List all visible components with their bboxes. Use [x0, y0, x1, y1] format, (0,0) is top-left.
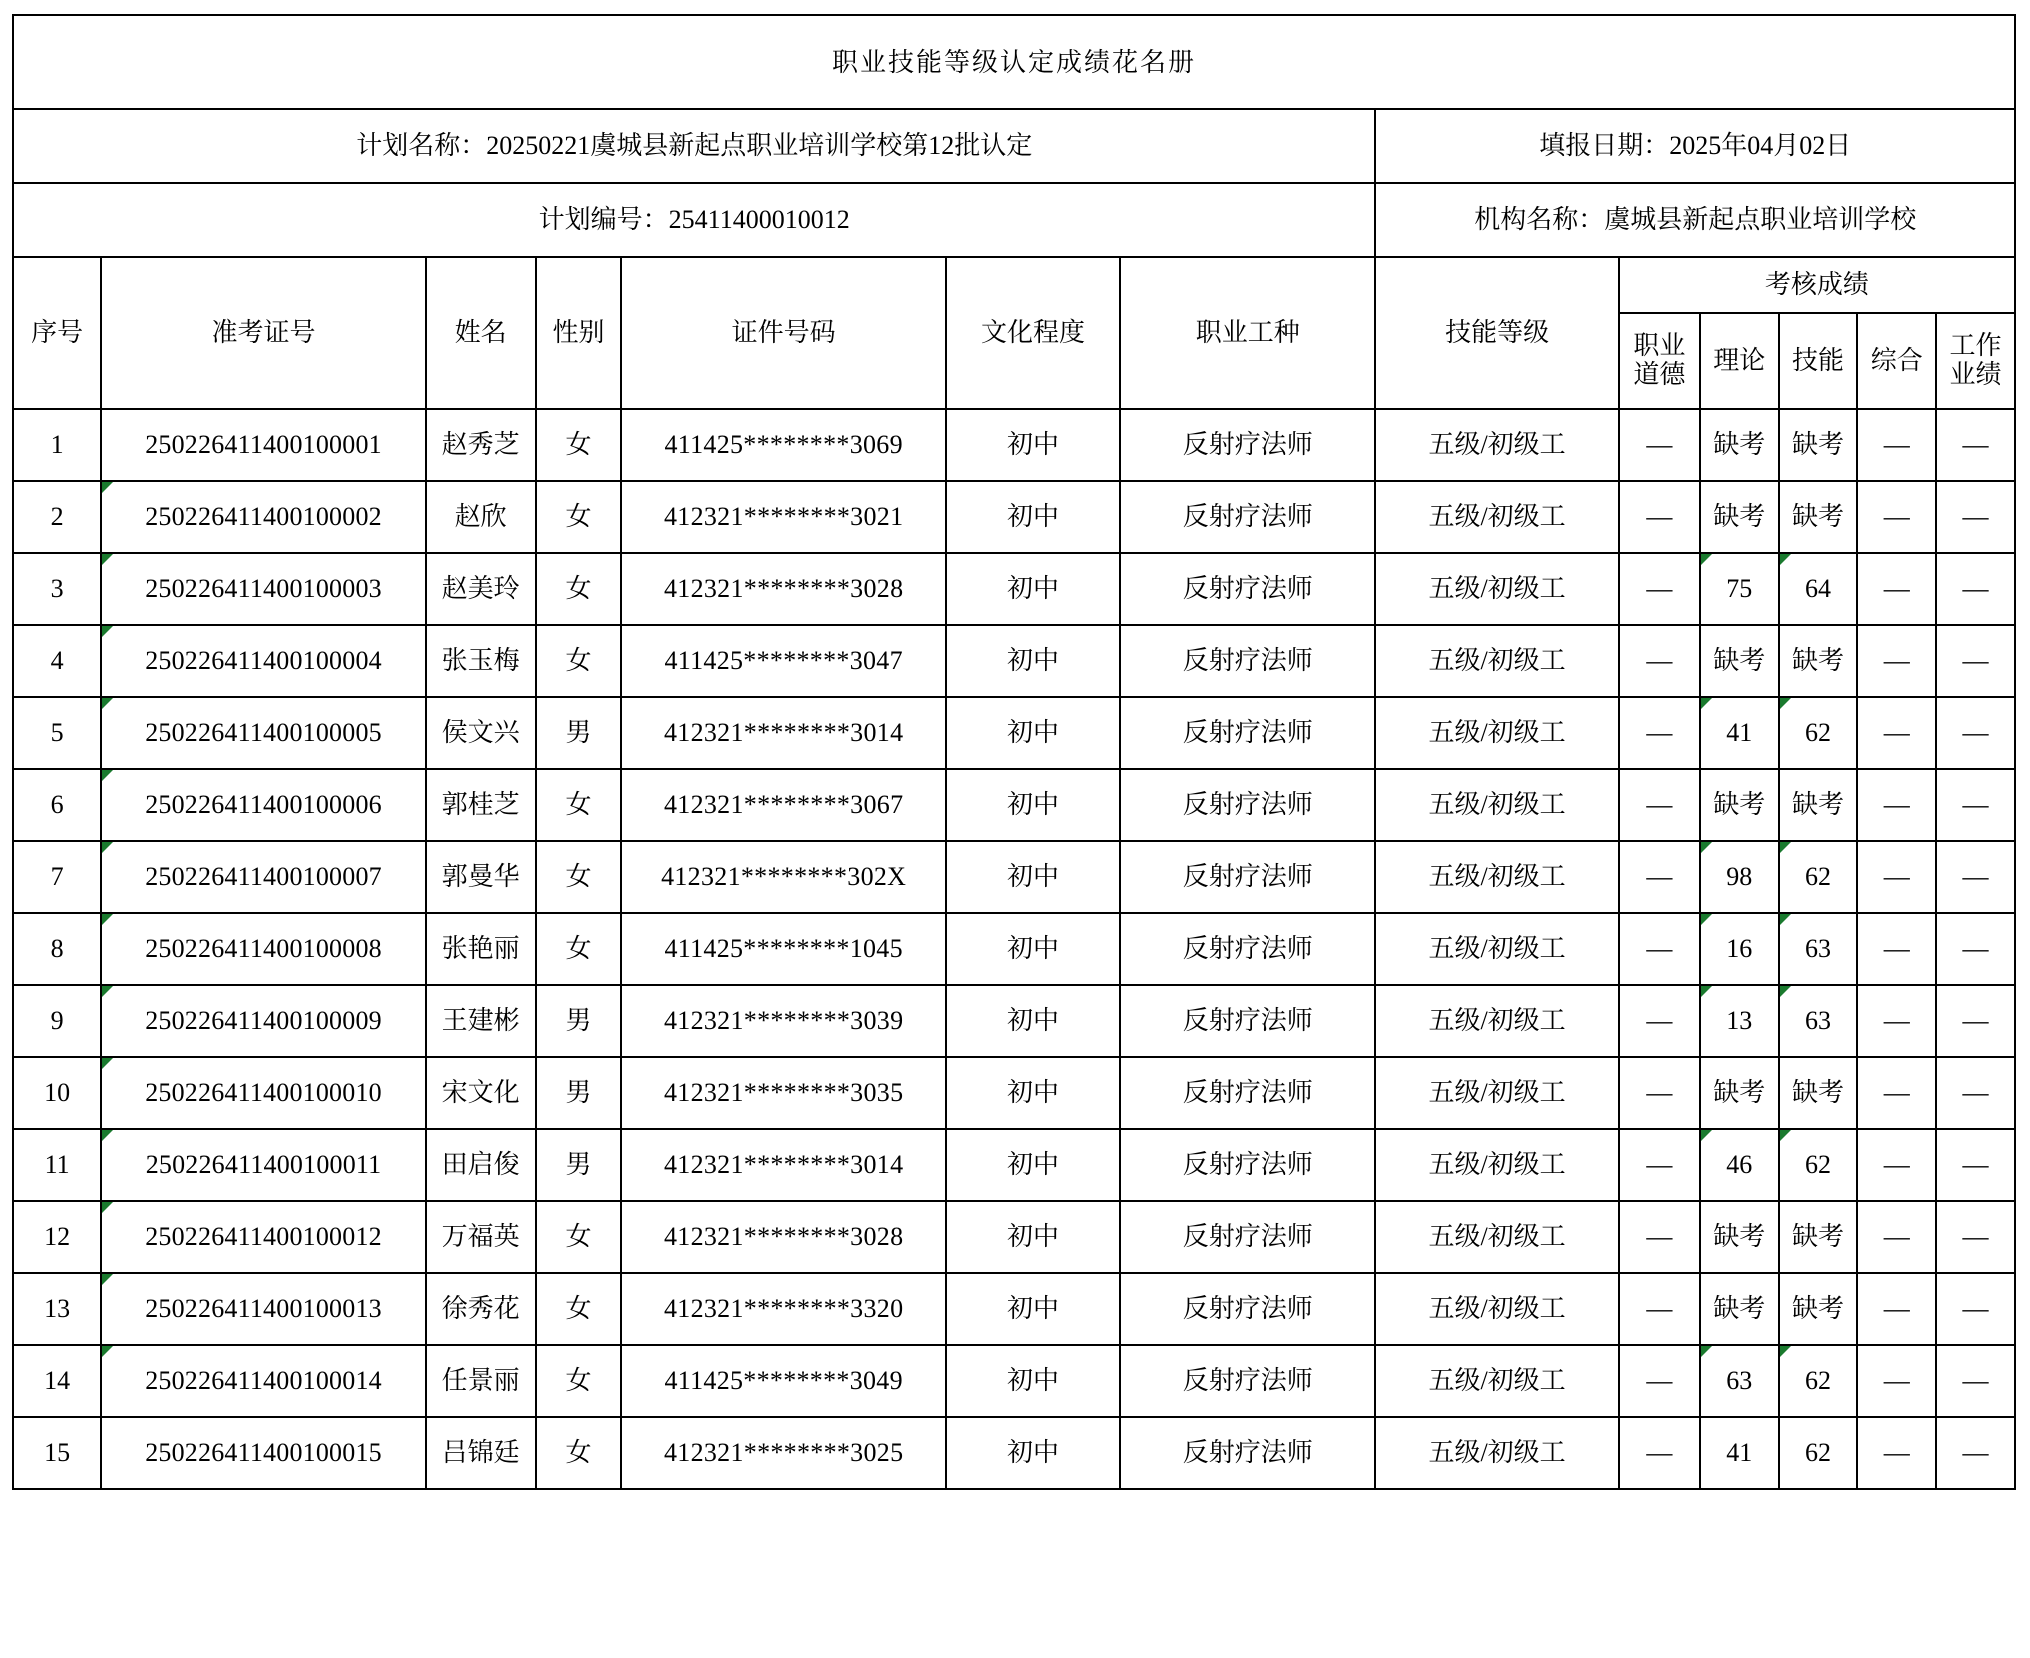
cell-score-comprehensive: —: [1857, 1201, 1936, 1273]
cell-score-performance: —: [1936, 985, 2015, 1057]
cell-ticket-no: 250226411400100008: [101, 913, 426, 985]
column-header-score-group: 考核成绩: [1619, 257, 2015, 313]
cell-score-performance: —: [1936, 769, 2015, 841]
cell-name: 王建彬: [426, 985, 536, 1057]
cell-score-theory: 46: [1700, 1129, 1779, 1201]
cell-score-theory: 13: [1700, 985, 1779, 1057]
cell-score-comprehensive: —: [1857, 769, 1936, 841]
cell-skill-level: 五级/初级工: [1375, 1129, 1618, 1201]
cell-ticket-no: 250226411400100009: [101, 985, 426, 1057]
cell-gender: 女: [536, 553, 622, 625]
cell-seq: 15: [13, 1417, 101, 1489]
cell-name: 郭桂芝: [426, 769, 536, 841]
cell-score-skill: 缺考: [1779, 1057, 1858, 1129]
cell-gender: 女: [536, 1273, 622, 1345]
comment-marker-icon: [1780, 986, 1791, 997]
cell-score-skill: 62: [1779, 1129, 1858, 1201]
cell-score-skill: 63: [1779, 985, 1858, 1057]
comment-marker-icon: [102, 770, 113, 781]
cell-score-skill: 62: [1779, 1417, 1858, 1489]
cell-ticket-no: 250226411400100005: [101, 697, 426, 769]
column-header-score-theory: 理论: [1700, 313, 1779, 409]
cell-score-performance: —: [1936, 1273, 2015, 1345]
cell-skill-level: 五级/初级工: [1375, 1345, 1618, 1417]
cell-skill-level: 五级/初级工: [1375, 625, 1618, 697]
cell-score-comprehensive: —: [1857, 1273, 1936, 1345]
cell-id-no: 412321********3021: [621, 481, 946, 553]
cell-score-theory: 75: [1700, 553, 1779, 625]
comment-marker-icon: [102, 698, 113, 709]
meta-row-plan-name: [13, 109, 2015, 183]
comment-marker-icon: [1701, 1346, 1712, 1357]
cell-gender: 女: [536, 913, 622, 985]
cell-score-theory: 缺考: [1700, 481, 1779, 553]
cell-id-no: 412321********3035: [621, 1057, 946, 1129]
cell-name: 侯文兴: [426, 697, 536, 769]
cell-skill-level: 五级/初级工: [1375, 1417, 1618, 1489]
cell-education: 初中: [946, 1057, 1120, 1129]
cell-score-comprehensive: —: [1857, 985, 1936, 1057]
cell-score-performance: —: [1936, 553, 2015, 625]
cell-gender: 女: [536, 1201, 622, 1273]
cell-ticket-no: 250226411400100004: [101, 625, 426, 697]
cell-id-no: 411425********3047: [621, 625, 946, 697]
cell-score-performance: —: [1936, 1417, 2015, 1489]
cell-score-skill: 62: [1779, 697, 1858, 769]
column-header-seq: 序号: [13, 257, 101, 409]
cell-occupation: 反射疗法师: [1120, 1345, 1375, 1417]
cell-seq: 1: [13, 409, 101, 481]
roster-table: [12, 14, 2016, 1490]
cell-score-theory: 缺考: [1700, 769, 1779, 841]
cell-id-no: 412321********3028: [621, 1201, 946, 1273]
cell-name: 张玉梅: [426, 625, 536, 697]
cell-education: 初中: [946, 1201, 1120, 1273]
comment-marker-icon: [1701, 1130, 1712, 1141]
meta-row-plan-code: [13, 183, 2015, 257]
cell-score-performance: —: [1936, 1201, 2015, 1273]
cell-ticket-no: 250226411400100015: [101, 1417, 426, 1489]
comment-marker-icon: [102, 842, 113, 853]
plan-name-field: 计划名称：20250221虞城县新起点职业培训学校第12批认定: [13, 109, 1375, 183]
cell-score-ethics: —: [1619, 1057, 1700, 1129]
cell-id-no: 411425********1045: [621, 913, 946, 985]
cell-score-performance: —: [1936, 1129, 2015, 1201]
cell-score-ethics: —: [1619, 1129, 1700, 1201]
cell-score-ethics: —: [1619, 481, 1700, 553]
cell-occupation: 反射疗法师: [1120, 1417, 1375, 1489]
comment-marker-icon: [102, 1202, 113, 1213]
table-row: [13, 1417, 2015, 1489]
cell-seq: 13: [13, 1273, 101, 1345]
table-row: [13, 697, 2015, 769]
cell-ticket-no: 250226411400100010: [101, 1057, 426, 1129]
org-name-field: 机构名称：虞城县新起点职业培训学校: [1375, 183, 2015, 257]
cell-gender: 男: [536, 697, 622, 769]
cell-score-comprehensive: —: [1857, 409, 1936, 481]
cell-occupation: 反射疗法师: [1120, 1201, 1375, 1273]
cell-score-comprehensive: —: [1857, 841, 1936, 913]
cell-score-theory: 缺考: [1700, 1057, 1779, 1129]
table-row: [13, 1345, 2015, 1417]
cell-name: 万福英: [426, 1201, 536, 1273]
cell-id-no: 412321********3320: [621, 1273, 946, 1345]
cell-score-ethics: —: [1619, 985, 1700, 1057]
cell-score-ethics: —: [1619, 1417, 1700, 1489]
header-row-primary: [13, 257, 2015, 313]
cell-score-ethics: —: [1619, 769, 1700, 841]
cell-id-no: 412321********3025: [621, 1417, 946, 1489]
column-header-score-performance: 工作业绩: [1936, 313, 2015, 409]
cell-score-theory: 缺考: [1700, 1201, 1779, 1273]
table-row: [13, 1201, 2015, 1273]
cell-skill-level: 五级/初级工: [1375, 913, 1618, 985]
cell-education: 初中: [946, 409, 1120, 481]
comment-marker-icon: [102, 1058, 113, 1069]
cell-score-comprehensive: —: [1857, 1057, 1936, 1129]
comment-marker-icon: [1780, 914, 1791, 925]
page-title: 职业技能等级认定成绩花名册: [13, 15, 2015, 109]
comment-marker-icon: [1701, 986, 1712, 997]
cell-occupation: 反射疗法师: [1120, 409, 1375, 481]
cell-skill-level: 五级/初级工: [1375, 985, 1618, 1057]
column-header-score-comprehensive: 综合: [1857, 313, 1936, 409]
cell-skill-level: 五级/初级工: [1375, 697, 1618, 769]
comment-marker-icon: [1701, 698, 1712, 709]
cell-seq: 2: [13, 481, 101, 553]
cell-score-comprehensive: —: [1857, 697, 1936, 769]
comment-marker-icon: [102, 914, 113, 925]
cell-score-ethics: —: [1619, 553, 1700, 625]
cell-ticket-no: 250226411400100007: [101, 841, 426, 913]
cell-score-ethics: —: [1619, 409, 1700, 481]
cell-ticket-no: 250226411400100013: [101, 1273, 426, 1345]
cell-education: 初中: [946, 913, 1120, 985]
cell-name: 张艳丽: [426, 913, 536, 985]
column-header-gender: 性别: [536, 257, 622, 409]
cell-id-no: 412321********3028: [621, 553, 946, 625]
cell-gender: 女: [536, 625, 622, 697]
comment-marker-icon: [1701, 554, 1712, 565]
cell-score-skill: 缺考: [1779, 1201, 1858, 1273]
cell-seq: 8: [13, 913, 101, 985]
cell-score-ethics: —: [1619, 913, 1700, 985]
cell-skill-level: 五级/初级工: [1375, 481, 1618, 553]
table-row: [13, 985, 2015, 1057]
cell-name: 赵秀芝: [426, 409, 536, 481]
cell-occupation: 反射疗法师: [1120, 841, 1375, 913]
comment-marker-icon: [1780, 1130, 1791, 1141]
table-row: [13, 841, 2015, 913]
comment-marker-icon: [1701, 914, 1712, 925]
cell-score-skill: 缺考: [1779, 481, 1858, 553]
cell-seq: 3: [13, 553, 101, 625]
cell-name: 吕锦廷: [426, 1417, 536, 1489]
cell-education: 初中: [946, 625, 1120, 697]
cell-education: 初中: [946, 1417, 1120, 1489]
cell-gender: 女: [536, 841, 622, 913]
cell-gender: 女: [536, 1417, 622, 1489]
cell-score-skill: 64: [1779, 553, 1858, 625]
cell-score-ethics: —: [1619, 841, 1700, 913]
column-header-ticket-no: 准考证号: [101, 257, 426, 409]
cell-gender: 女: [536, 769, 622, 841]
cell-score-skill: 62: [1779, 841, 1858, 913]
cell-occupation: 反射疗法师: [1120, 769, 1375, 841]
cell-occupation: 反射疗法师: [1120, 481, 1375, 553]
cell-education: 初中: [946, 841, 1120, 913]
cell-seq: 12: [13, 1201, 101, 1273]
cell-gender: 女: [536, 481, 622, 553]
cell-skill-level: 五级/初级工: [1375, 553, 1618, 625]
table-row: [13, 913, 2015, 985]
cell-occupation: 反射疗法师: [1120, 553, 1375, 625]
comment-marker-icon: [102, 554, 113, 565]
cell-id-no: 412321********3039: [621, 985, 946, 1057]
cell-seq: 10: [13, 1057, 101, 1129]
cell-name: 宋文化: [426, 1057, 536, 1129]
cell-skill-level: 五级/初级工: [1375, 1057, 1618, 1129]
cell-ticket-no: 250226411400100006: [101, 769, 426, 841]
cell-score-comprehensive: —: [1857, 913, 1936, 985]
cell-occupation: 反射疗法师: [1120, 913, 1375, 985]
cell-ticket-no: 250226411400100014: [101, 1345, 426, 1417]
cell-score-comprehensive: —: [1857, 481, 1936, 553]
table-row: [13, 769, 2015, 841]
comment-marker-icon: [102, 1274, 113, 1285]
cell-education: 初中: [946, 1129, 1120, 1201]
cell-gender: 男: [536, 1129, 622, 1201]
cell-score-skill: 62: [1779, 1345, 1858, 1417]
cell-gender: 男: [536, 1057, 622, 1129]
cell-score-ethics: —: [1619, 1201, 1700, 1273]
cell-score-comprehensive: —: [1857, 553, 1936, 625]
cell-occupation: 反射疗法师: [1120, 697, 1375, 769]
table-row: [13, 1057, 2015, 1129]
cell-score-skill: 缺考: [1779, 409, 1858, 481]
cell-occupation: 反射疗法师: [1120, 1129, 1375, 1201]
cell-score-ethics: —: [1619, 697, 1700, 769]
cell-name: 田启俊: [426, 1129, 536, 1201]
cell-seq: 7: [13, 841, 101, 913]
table-row: [13, 1129, 2015, 1201]
comment-marker-icon: [102, 1346, 113, 1357]
cell-id-no: 411425********3069: [621, 409, 946, 481]
cell-name: 赵美玲: [426, 553, 536, 625]
cell-seq: 9: [13, 985, 101, 1057]
cell-score-performance: —: [1936, 913, 2015, 985]
cell-score-ethics: —: [1619, 1273, 1700, 1345]
cell-seq: 5: [13, 697, 101, 769]
cell-score-skill: 缺考: [1779, 769, 1858, 841]
comment-marker-icon: [102, 1130, 113, 1141]
cell-ticket-no: 250226411400100011: [101, 1129, 426, 1201]
cell-gender: 男: [536, 985, 622, 1057]
cell-education: 初中: [946, 1345, 1120, 1417]
cell-occupation: 反射疗法师: [1120, 985, 1375, 1057]
cell-occupation: 反射疗法师: [1120, 1273, 1375, 1345]
column-header-id-no: 证件号码: [621, 257, 946, 409]
column-header-occupation: 职业工种: [1120, 257, 1375, 409]
cell-education: 初中: [946, 481, 1120, 553]
cell-score-theory: 41: [1700, 1417, 1779, 1489]
cell-gender: 女: [536, 409, 622, 481]
cell-seq: 14: [13, 1345, 101, 1417]
comment-marker-icon: [1780, 698, 1791, 709]
cell-skill-level: 五级/初级工: [1375, 1273, 1618, 1345]
cell-education: 初中: [946, 1273, 1120, 1345]
cell-score-theory: 缺考: [1700, 625, 1779, 697]
cell-score-performance: —: [1936, 409, 2015, 481]
cell-score-skill: 63: [1779, 913, 1858, 985]
cell-score-theory: 63: [1700, 1345, 1779, 1417]
cell-skill-level: 五级/初级工: [1375, 409, 1618, 481]
column-header-skill-level: 技能等级: [1375, 257, 1618, 409]
cell-score-performance: —: [1936, 697, 2015, 769]
comment-marker-icon: [1701, 842, 1712, 853]
column-header-score-skill: 技能: [1779, 313, 1858, 409]
cell-score-theory: 41: [1700, 697, 1779, 769]
cell-ticket-no: 250226411400100002: [101, 481, 426, 553]
cell-score-performance: —: [1936, 481, 2015, 553]
cell-seq: 11: [13, 1129, 101, 1201]
comment-marker-icon: [102, 626, 113, 637]
column-header-education: 文化程度: [946, 257, 1120, 409]
cell-ticket-no: 250226411400100001: [101, 409, 426, 481]
cell-score-performance: —: [1936, 841, 2015, 913]
table-row: [13, 625, 2015, 697]
cell-score-ethics: —: [1619, 625, 1700, 697]
cell-score-skill: 缺考: [1779, 1273, 1858, 1345]
cell-score-theory: 缺考: [1700, 409, 1779, 481]
cell-education: 初中: [946, 697, 1120, 769]
title-row: [13, 15, 2015, 109]
cell-ticket-no: 250226411400100003: [101, 553, 426, 625]
cell-gender: 女: [536, 1345, 622, 1417]
cell-name: 郭曼华: [426, 841, 536, 913]
cell-id-no: 412321********3067: [621, 769, 946, 841]
cell-id-no: 412321********302X: [621, 841, 946, 913]
cell-skill-level: 五级/初级工: [1375, 769, 1618, 841]
cell-skill-level: 五级/初级工: [1375, 841, 1618, 913]
cell-education: 初中: [946, 985, 1120, 1057]
cell-ticket-no: 250226411400100012: [101, 1201, 426, 1273]
cell-score-theory: 16: [1700, 913, 1779, 985]
cell-education: 初中: [946, 769, 1120, 841]
cell-seq: 6: [13, 769, 101, 841]
cell-score-performance: —: [1936, 625, 2015, 697]
cell-score-comprehensive: —: [1857, 625, 1936, 697]
cell-name: 徐秀花: [426, 1273, 536, 1345]
column-header-name: 姓名: [426, 257, 536, 409]
cell-score-comprehensive: —: [1857, 1417, 1936, 1489]
cell-score-skill: 缺考: [1779, 625, 1858, 697]
cell-education: 初中: [946, 553, 1120, 625]
cell-score-theory: 98: [1700, 841, 1779, 913]
cell-occupation: 反射疗法师: [1120, 1057, 1375, 1129]
plan-code-field: 计划编号：25411400010012: [13, 183, 1375, 257]
table-row: [13, 553, 2015, 625]
cell-occupation: 反射疗法师: [1120, 625, 1375, 697]
comment-marker-icon: [1780, 1346, 1791, 1357]
comment-marker-icon: [102, 986, 113, 997]
cell-seq: 4: [13, 625, 101, 697]
comment-marker-icon: [1780, 842, 1791, 853]
table-row: [13, 409, 2015, 481]
cell-id-no: 412321********3014: [621, 697, 946, 769]
column-header-score-ethics: 职业道德: [1619, 313, 1700, 409]
cell-id-no: 411425********3049: [621, 1345, 946, 1417]
report-date-field: 填报日期：2025年04月02日: [1375, 109, 2015, 183]
comment-marker-icon: [1780, 554, 1791, 565]
cell-score-comprehensive: —: [1857, 1129, 1936, 1201]
cell-skill-level: 五级/初级工: [1375, 1201, 1618, 1273]
cell-name: 任景丽: [426, 1345, 536, 1417]
table-row: [13, 481, 2015, 553]
table-row: [13, 1273, 2015, 1345]
cell-score-ethics: —: [1619, 1345, 1700, 1417]
cell-score-comprehensive: —: [1857, 1345, 1936, 1417]
cell-score-performance: —: [1936, 1345, 2015, 1417]
cell-score-theory: 缺考: [1700, 1273, 1779, 1345]
comment-marker-icon: [102, 482, 113, 493]
cell-name: 赵欣: [426, 481, 536, 553]
cell-id-no: 412321********3014: [621, 1129, 946, 1201]
cell-score-performance: —: [1936, 1057, 2015, 1129]
